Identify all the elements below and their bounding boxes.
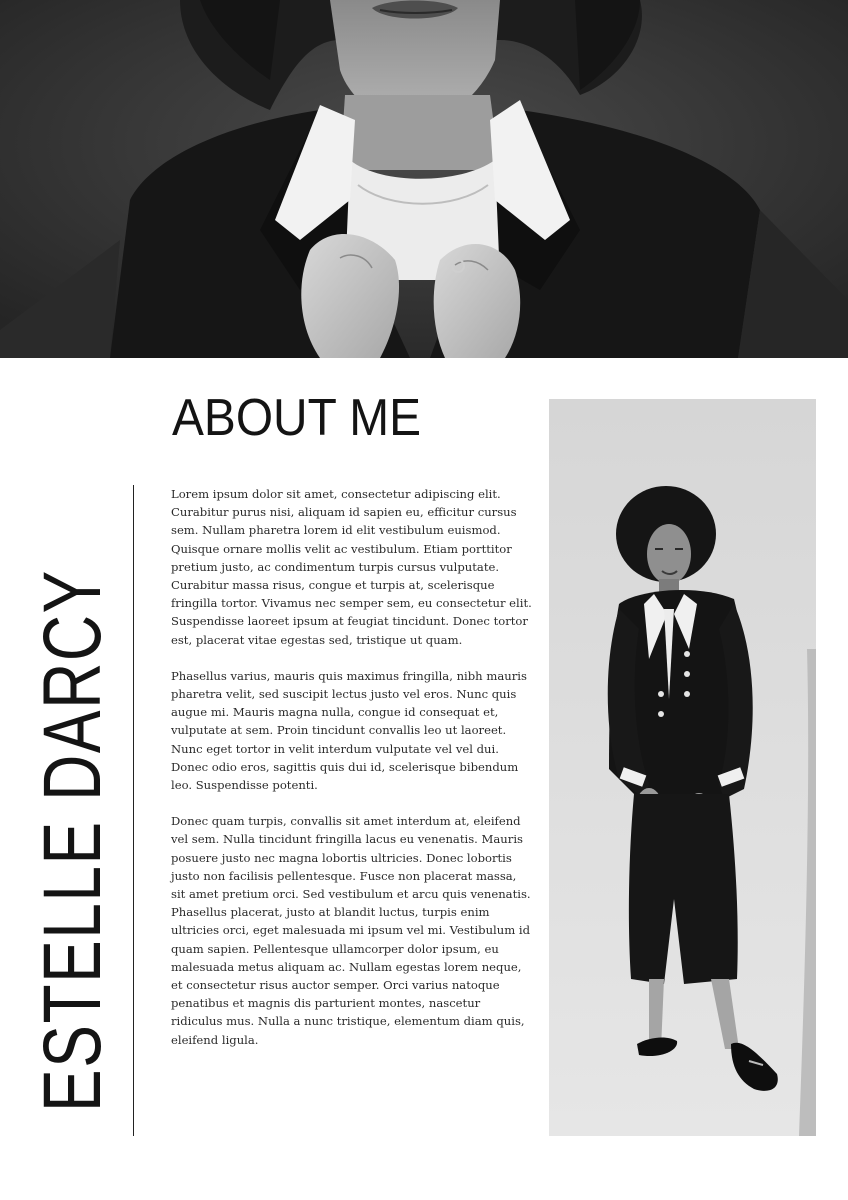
vertical-divider — [133, 485, 134, 1136]
vertical-name — [27, 416, 118, 1112]
hero-photo — [0, 0, 848, 358]
about-body — [171, 485, 533, 1067]
paragraph-3: Donec quam turpis, convallis sit amet interdum at, eleifend vel sem. Nulla tincidunt fringilla lacus eu venenatis. Mauris posuere justo nec magna lobortis ultricies. Donec lobortis justo non facilisis pellentesque. Fusce non placerat massa, sit amet pretium orci. Sed vestibulum et arcu quis venenatis. Phasellus placerat, justo at blandit luctus, turpis enim ultricies orci, eget malesuada mi ipsum vel mi. Vestibulum id quam sapien. Pellentesque ullamcorper dolor ipsum, eu malesuada metus aliquam ac. Nullam egestas lorem neque, et consectetur risus auctor semper. Orci varius natoque penatibus et magnis dis parturient montes, nascetur ridiculus mus. Nulla a nunc tristique, elementum diam quis, eleifend ligula. — [171, 814, 531, 1047]
paragraph-1: Lorem ipsum dolor sit amet, consectetur adipiscing elit. Curabitur purus nisi, aliquam id sapien eu, efficitur cursus sem. Nullam pharetra lorem id elit vestibulum euismod. Quisque ornare mollis velit ac vestibulum. Etiam porttitor pretium justo, ac condimentum turpis cursus vulputate. Curabitur massa risus, congue et turpis at, scelerisque fringilla tortor. Vivamus nec semper sem, eu consectetur elit. Suspendisse laoreet ipsum at feugiat tincidunt. Donec tortor est, placerat vitae egestas sed, tristique ut quam. — [171, 487, 532, 647]
about-heading: ABOUT ME — [172, 389, 421, 447]
name-text: ESTELLE DARCY — [27, 569, 118, 1112]
portrait-photo — [549, 399, 816, 1136]
paragraph-2: Phasellus varius, mauris quis maximus fringilla, nibh mauris pharetra velit, sed suscipit lectus justo vel eros. Nunc quis augue mi. Mauris magna nulla, congue id consequat et, vulputate at sem. Proin tincidunt convallis leo ut laoreet. Nunc eget tortor in velit interdum vulputate vel vel dui. Donec odio eros, sagittis quis dui id, scelerisque bibendum leo. Suspendisse potenti. — [171, 668, 527, 793]
